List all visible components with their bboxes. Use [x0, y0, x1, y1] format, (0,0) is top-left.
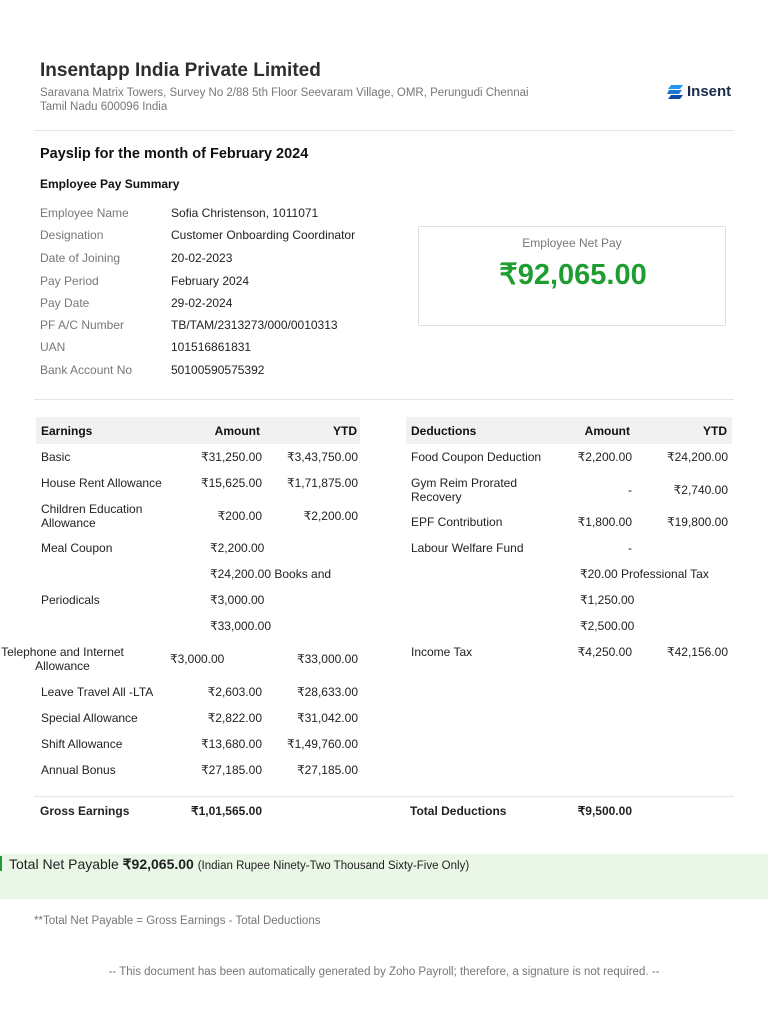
- summary-divider: [34, 399, 734, 400]
- deductions-row-ytd: ₹24,200.00: [666, 450, 728, 464]
- earnings-row-amount: ₹2,822.00: [207, 711, 262, 725]
- header-divider: [34, 130, 734, 131]
- deductions-row-name: Food Coupon Deduction: [411, 450, 542, 464]
- net-payable-label: Total Net Payable: [9, 856, 119, 872]
- earnings-row-name: Special Allowance: [41, 711, 138, 725]
- earnings-row-amount: ₹2,200.00: [210, 541, 265, 555]
- deductions-header-name: Deductions: [411, 424, 477, 438]
- logo-text: Insent: [687, 83, 732, 100]
- earnings-header-amount: Amount: [214, 424, 260, 438]
- company-name: Insentapp India Private Limited: [40, 60, 321, 81]
- field-label-uan: UAN: [40, 340, 66, 354]
- earnings-header-name: Earnings: [41, 424, 93, 438]
- earnings-row-amount: ₹33,000.00: [210, 619, 272, 633]
- company-address-line1: Saravana Matrix Towers, Survey No 2/88 5th Floor Seevaram Village, OMR, Perungudi Chennai: [40, 87, 529, 99]
- earnings-row-ytd: ₹31,042.00: [296, 711, 358, 725]
- net-pay-label: Employee Net Pay: [522, 236, 622, 250]
- earnings-row-name: Meal Coupon: [41, 541, 113, 555]
- earnings-row-amount: ₹3,000.00: [210, 593, 265, 607]
- earnings-row-ytd: ₹27,185.00: [296, 763, 358, 777]
- earnings-row-amount: ₹3,000.00: [170, 652, 225, 666]
- earnings-row-amount: ₹200.00: [217, 509, 262, 523]
- totals-divider: [34, 796, 734, 797]
- layered-s-logo-icon: [667, 84, 684, 100]
- field-label-pay-period: Pay Period: [40, 274, 99, 288]
- payslip-title: Payslip for the month of February 2024: [40, 146, 309, 162]
- deductions-row-ytd: ₹2,740.00: [673, 483, 728, 497]
- field-value-date-of-joining: 20-02-2023: [171, 251, 233, 265]
- deductions-row-amount: ₹4,250.00: [577, 645, 632, 659]
- field-value-pay-period: February 2024: [171, 274, 250, 288]
- deductions-row-ytd: ₹19,800.00: [666, 515, 728, 529]
- total-deductions-label: Total Deductions: [410, 804, 507, 818]
- earnings-row-name: House Rent Allowance: [41, 476, 162, 490]
- company-address-line2: Tamil Nadu 600096 India: [40, 101, 168, 113]
- earnings-row-amount: ₹31,250.00: [200, 450, 262, 464]
- earnings-row-name: Annual Bonus: [41, 763, 116, 777]
- earnings-row-ytd: ₹33,000.00: [296, 652, 358, 666]
- earnings-row-name: Periodicals: [41, 593, 100, 607]
- deductions-row-amount: ₹20.00 Professional Tax: [580, 567, 709, 581]
- earnings-row-name: Shift Allowance: [41, 737, 123, 751]
- earnings-header-ytd: YTD: [333, 424, 357, 438]
- deductions-header-amount: Amount: [584, 424, 630, 438]
- field-value-designation: Customer Onboarding Coordinator: [171, 228, 356, 242]
- earnings-row-name: Telephone and Internet Allowance: [1, 645, 124, 673]
- field-value-pf-account: TB/TAM/2313273/000/0010313: [171, 318, 338, 332]
- gross-earnings-amount: ₹1,01,565.00: [190, 804, 262, 818]
- field-value-employee-name: Sofia Christenson, 1011071: [171, 206, 319, 220]
- field-label-date-of-joining: Date of Joining: [40, 251, 121, 265]
- earnings-row-ytd: ₹28,633.00: [296, 685, 358, 699]
- deductions-row-amount: ₹1,250.00: [580, 593, 635, 607]
- summary-title: Employee Pay Summary: [40, 177, 180, 191]
- field-label-designation: Designation: [40, 228, 104, 242]
- earnings-row-ytd: ₹1,49,760.00: [286, 737, 358, 751]
- field-label-pf-account: PF A/C Number: [40, 318, 125, 332]
- net-payable-words: (Indian Rupee Ninety-Two Thousand Sixty-Five Only): [197, 860, 470, 872]
- earnings-row-name: Leave Travel All -LTA: [41, 685, 154, 699]
- earnings-row-amount: ₹13,680.00: [200, 737, 262, 751]
- earnings-row-ytd: ₹3,43,750.00: [286, 450, 358, 464]
- earnings-row-amount: ₹24,200.00 Books and: [210, 567, 332, 581]
- earnings-row-amount: ₹27,185.00: [200, 763, 262, 777]
- deductions-row-name: Income Tax: [411, 645, 473, 659]
- net-payable-text: [9, 856, 469, 873]
- earnings-row-amount: ₹15,625.00: [200, 476, 262, 490]
- total-deductions-amount: ₹9,500.00: [577, 804, 632, 818]
- gross-earnings-label: Gross Earnings: [40, 804, 130, 818]
- deductions-row-amount: -: [628, 483, 632, 497]
- deductions-row-name: Labour Welfare Fund: [411, 541, 524, 555]
- net-pay-amount: ₹92,065.00: [499, 259, 647, 291]
- field-label-bank-account: Bank Account No: [40, 363, 133, 377]
- field-label-employee-name: Employee Name: [40, 206, 129, 220]
- net-pay-card: [418, 226, 726, 326]
- net-payable-accent-bar: [0, 856, 2, 871]
- net-payable-note: **Total Net Payable = Gross Earnings - Total Deductions: [34, 915, 321, 927]
- earnings-row-ytd: ₹1,71,875.00: [286, 476, 358, 490]
- net-payable-amount: ₹92,065.00: [122, 856, 194, 872]
- deductions-row-amount: -: [628, 541, 632, 555]
- deductions-row-name: EPF Contribution: [411, 515, 503, 529]
- deductions-row-amount: ₹1,800.00: [577, 515, 632, 529]
- field-label-pay-date: Pay Date: [40, 296, 90, 310]
- field-value-uan: 101516861831: [171, 340, 252, 354]
- deductions-row-name: Gym Reim Prorated Recovery: [411, 476, 518, 504]
- earnings-row-ytd: ₹2,200.00: [303, 509, 358, 523]
- deductions-header-ytd: YTD: [703, 424, 727, 438]
- company-logo: [667, 83, 731, 100]
- earnings-row-amount: ₹2,603.00: [207, 685, 262, 699]
- deductions-row-amount: ₹2,500.00: [580, 619, 635, 633]
- deductions-row-ytd: ₹42,156.00: [666, 645, 728, 659]
- field-value-pay-date: 29-02-2024: [171, 296, 233, 310]
- earnings-row-name: Basic: [41, 450, 71, 464]
- footer-disclaimer: -- This document has been automatically generated by Zoho Payroll; therefore, a signature is not required. --: [108, 966, 660, 978]
- deductions-row-amount: ₹2,200.00: [577, 450, 632, 464]
- earnings-row-name: Children Education Allowance: [41, 502, 143, 530]
- field-value-bank-account: 50100590575392: [171, 363, 265, 377]
